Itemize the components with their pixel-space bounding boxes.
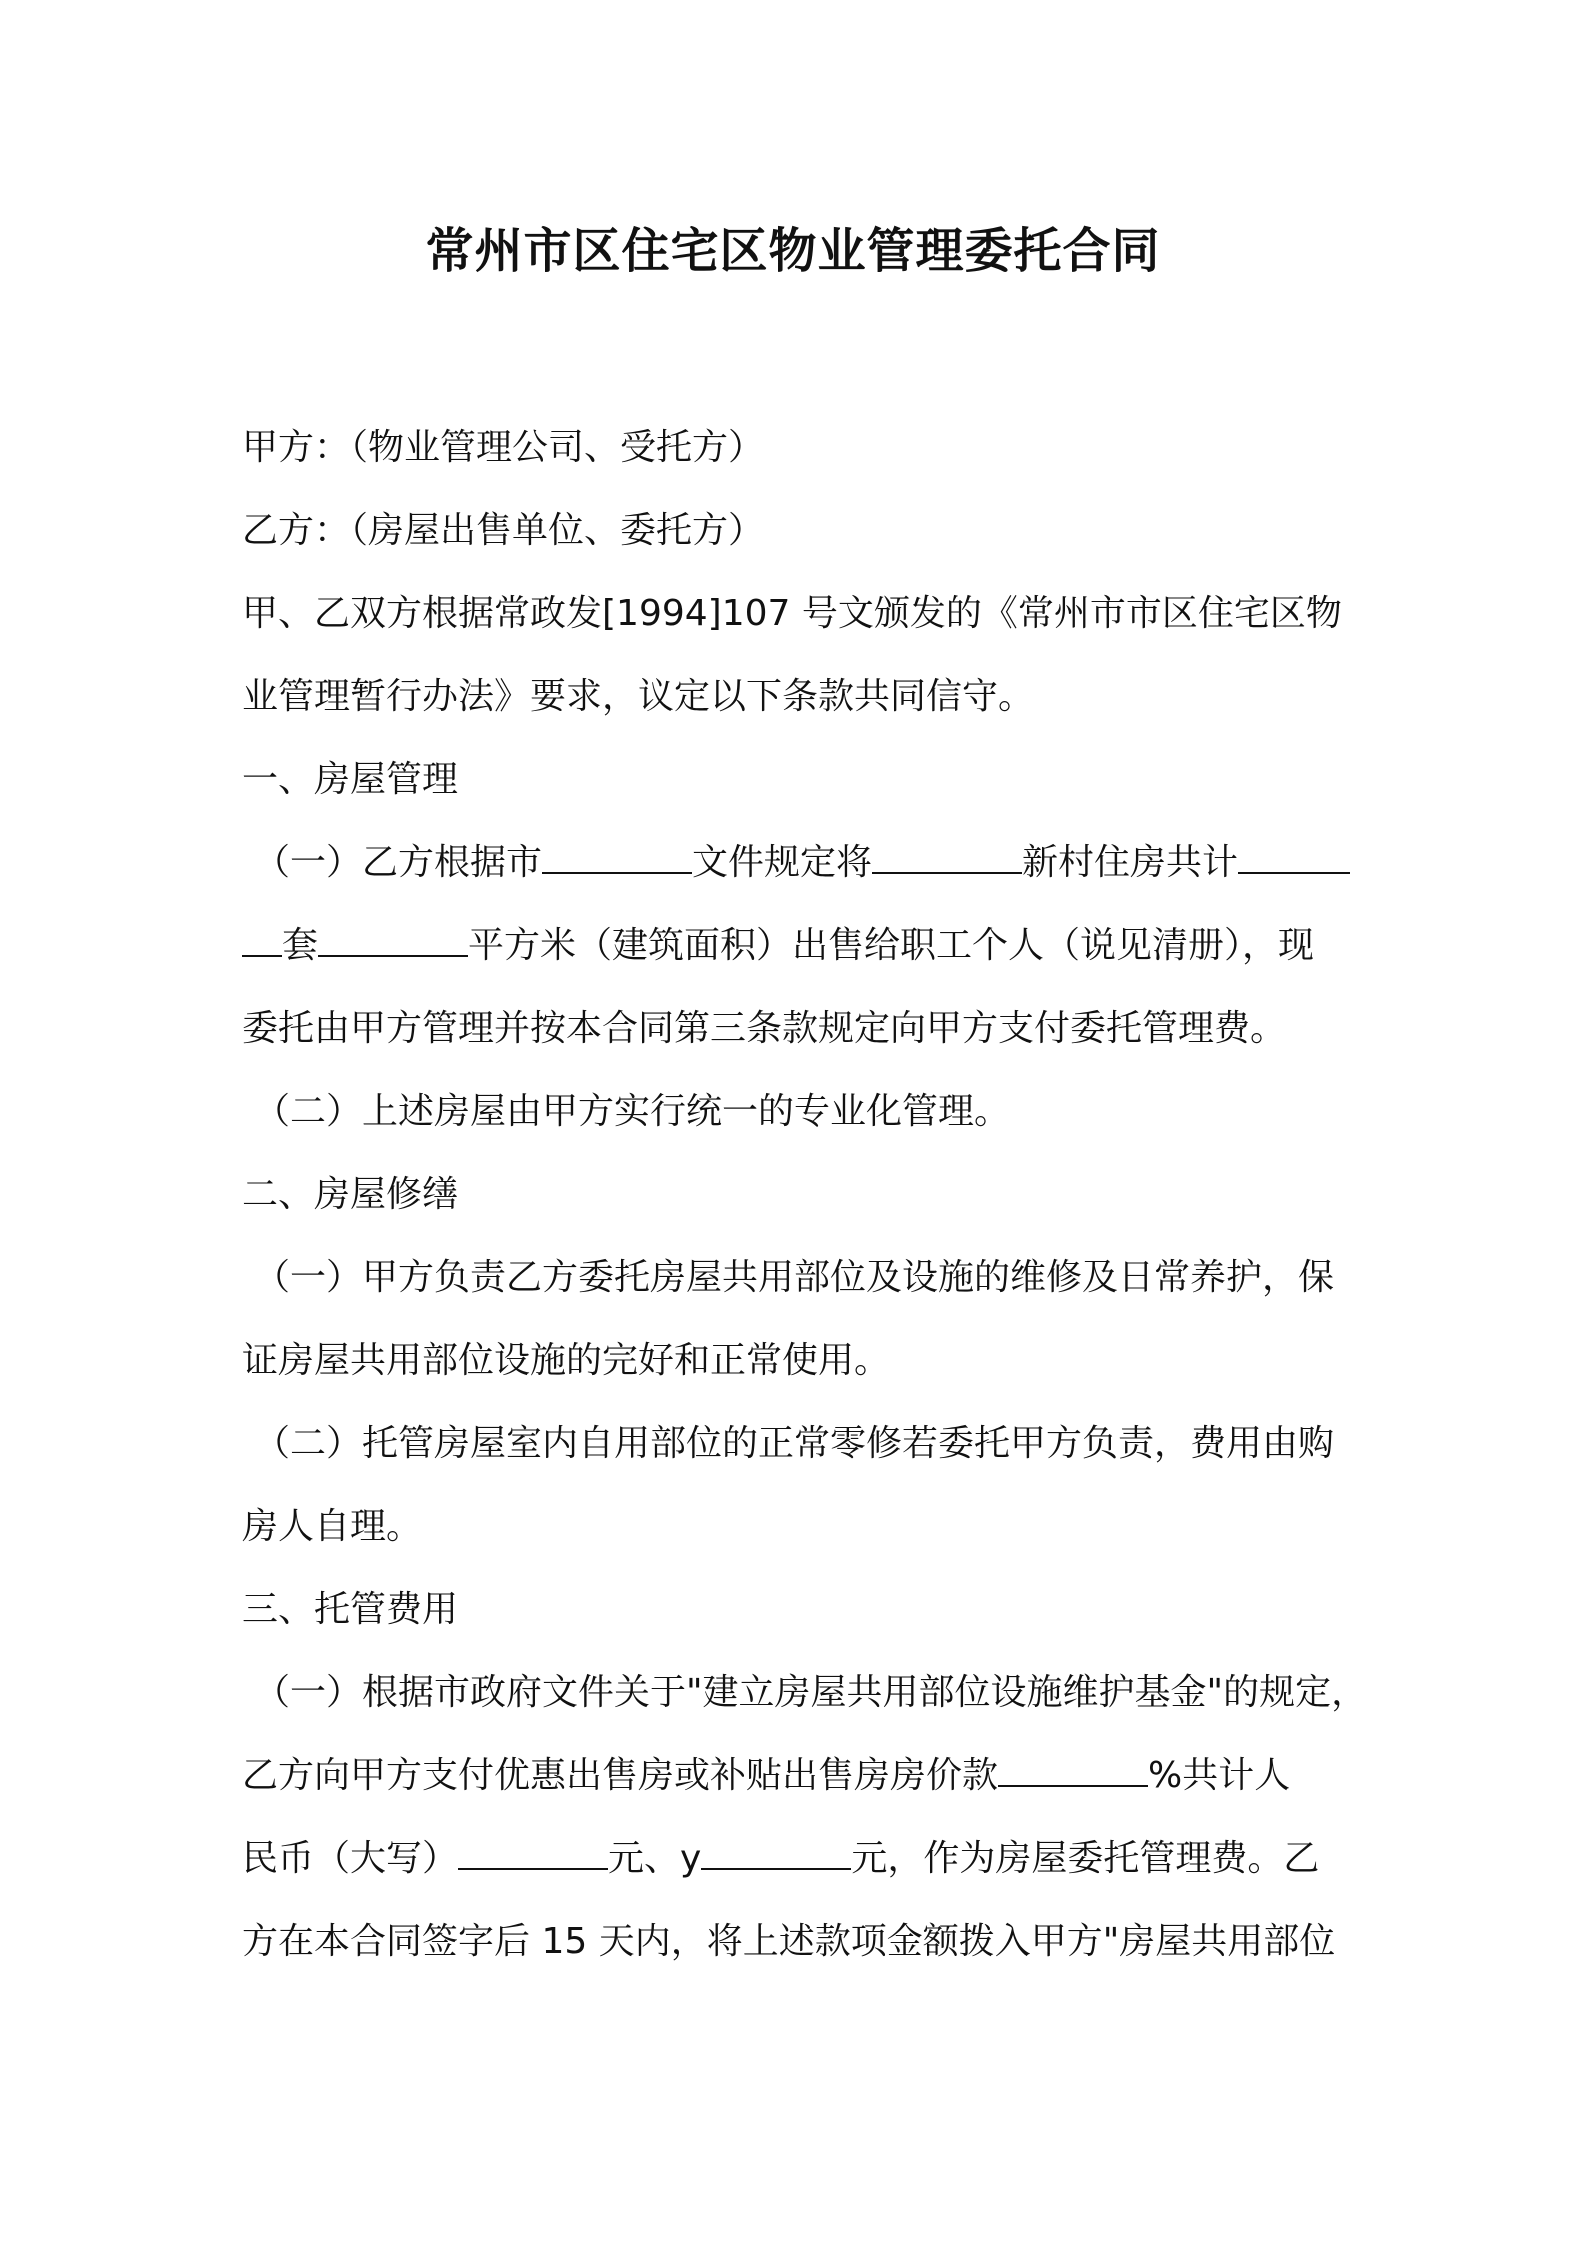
- section-2-item-1-line-2: 证房屋共用部位设施的完好和正常使用。: [242, 1340, 891, 1381]
- text-segment: 套: [282, 925, 319, 966]
- text-segment: 平方米（建筑面积）出售给职工个人（说见清册），现: [468, 925, 1315, 966]
- blank-city-field: [542, 842, 692, 874]
- section-2-item-2-line-2: 房人自理。: [242, 1506, 423, 1547]
- blank-units-field-part1: [1238, 842, 1350, 874]
- text-segment: %共计人: [1148, 1755, 1291, 1796]
- text-segment: 元，作为房屋委托管理费。乙: [851, 1838, 1320, 1879]
- section-1-heading: 一、房屋管理: [242, 759, 459, 800]
- section-2-heading: 二、房屋修缮: [242, 1174, 459, 1215]
- text-segment: （一）乙方根据市: [254, 842, 543, 883]
- blank-amount-words-field: [458, 1838, 608, 1870]
- section-3-item-1-line-3: [242, 1817, 1362, 1900]
- text-segment: 文件规定将: [692, 842, 873, 883]
- section-2-item-2-line-1: （二）托管房屋室内自用部位的正常零修若委托甲方负责，费用由购: [254, 1423, 1335, 1464]
- preamble-line-2: 业管理暂行办法》要求，议定以下条款共同信守。: [242, 676, 1035, 717]
- section-1-item-1-line-2: [242, 904, 1362, 987]
- text-segment: 新村住房共计: [1022, 842, 1239, 883]
- text-segment: 元、y: [608, 1838, 702, 1879]
- section-3-item-1-line-1: （一）根据市政府文件关于"建立房屋共用部位设施维护基金"的规定，: [254, 1672, 1368, 1713]
- preamble-line-1: 甲、乙双方根据常政发[1994]107 号文颁发的《常州市市区住宅区物: [242, 593, 1342, 634]
- text-segment: 民币（大写）: [242, 1838, 459, 1879]
- blank-village-field: [872, 842, 1022, 874]
- document-body: [242, 406, 1368, 1983]
- text-segment: 乙方向甲方支付优惠出售房或补贴出售房房价款: [242, 1755, 999, 1796]
- party-a-line: 甲方：（物业管理公司、受托方）: [242, 427, 765, 468]
- section-1-item-1-line-1: [242, 821, 1362, 904]
- section-3-item-1-line-2: [242, 1734, 1362, 1817]
- blank-percent-field: [998, 1755, 1148, 1787]
- blank-units-field-part2: [242, 925, 282, 957]
- section-3-item-1-line-4: 方在本合同签字后 15 天内，将上述款项金额拨入甲方"房屋共用部位: [242, 1921, 1336, 1962]
- section-2-item-1-line-1: （一）甲方负责乙方委托房屋共用部位及设施的维修及日常养护，保: [254, 1257, 1335, 1298]
- section-1-item-1-line-3: 委托由甲方管理并按本合同第三条款规定向甲方支付委托管理费。: [242, 1008, 1287, 1049]
- party-b-line: 乙方：（房屋出售单位、委托方）: [242, 510, 765, 551]
- blank-amount-figures-field: [701, 1838, 851, 1870]
- section-3-heading: 三、托管费用: [242, 1589, 459, 1630]
- section-1-item-2: （二）上述房屋由甲方实行统一的专业化管理。: [254, 1091, 1011, 1132]
- blank-area-field: [318, 925, 468, 957]
- document-title: 常州市区住宅区物业管理委托合同: [425, 223, 1161, 279]
